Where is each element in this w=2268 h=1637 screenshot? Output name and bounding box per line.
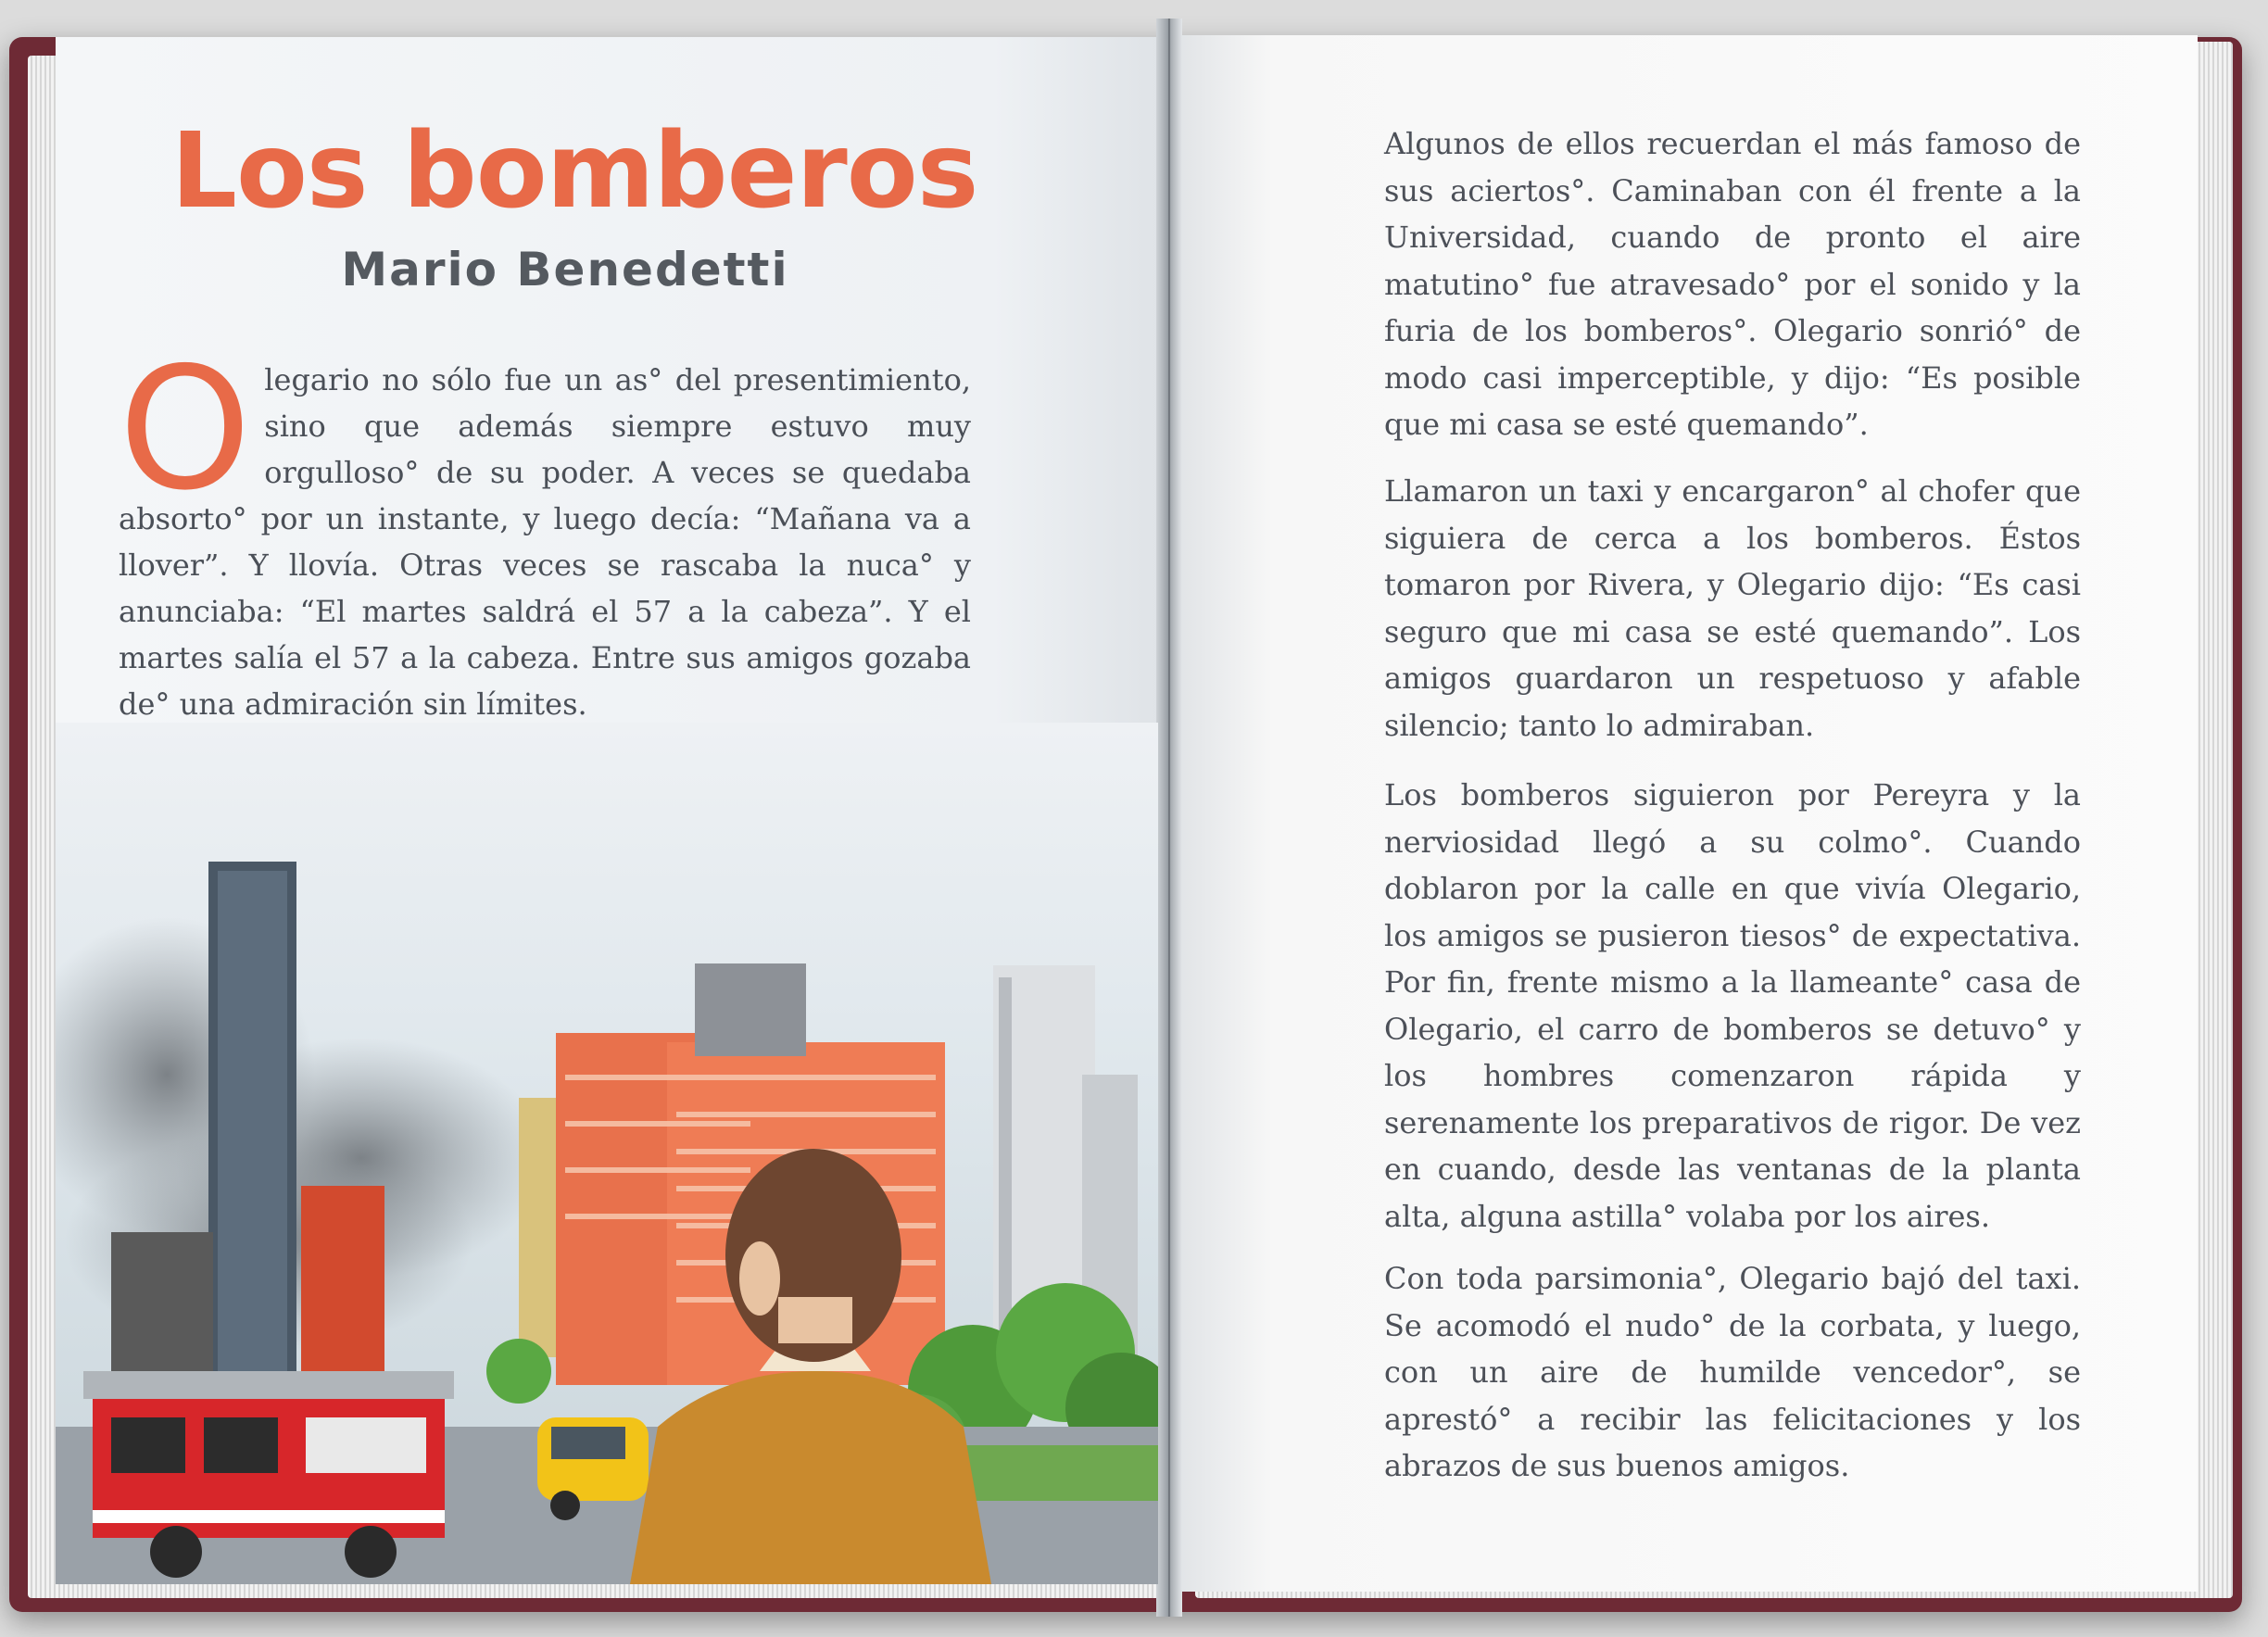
story-title: Los bomberos — [170, 111, 978, 232]
story-author: Mario Benedetti — [341, 243, 789, 296]
paragraph-4: Con toda parsimonia°, Olegario bajó del taxi. Se acomodó el nudo° de la corbata, y luego, con un aire de humilde vencedor°, se aprestó° a recibir las felicitaciones y los abrazos de sus buenos amigos. — [1384, 1261, 2081, 1483]
paragraph-3: Los bomberos siguieron por Pereyra y la nerviosidad llegó a su colmo°. Cuando doblaron por la calle en que vivía Olegario, los amigos se pusieron tiesos° de expectativa. Por fin, frente mismo a la llameante° casa de Olegario, el carro de bomberos se detuvo° y los hombres comenzaron rápida y serenamente los preparativos de rigor. De vez en cuando, desde las ventanas de la planta alta, alguna astilla° volaba por los aires. — [1384, 777, 2081, 1234]
drop-cap: O — [119, 331, 252, 527]
paragraph-2: Llamaron un taxi y encargaron° al chofer que siguiera de cerca a los bomberos. Éstos tomaron por Rivera, y Olegario dijo: “Es casi seguro que mi casa se esté quemando”. Los amigos guardaron un respetuoso y afable silencio; tanto lo admiraban. — [1384, 473, 2081, 743]
paragraph-1: Algunos de ellos recuerdan el más famoso de sus aciertos°. Caminaban con él frente a la Universidad, cuando de pronto el aire matutino° fue atravesado° por el sonido y la furia de los bomberos°. Olegario sonrió° de modo casi imperceptible, y dijo: “Es posible que mi casa se esté quemando”. — [1384, 126, 2081, 442]
book-spine — [1156, 19, 1182, 1617]
intro-paragraph — [119, 331, 971, 727]
city-fire-illustration — [56, 723, 1158, 1584]
intro-text: legario no sólo fue un as° del presentimiento, sino que además siempre estuvo muy orgulloso° de su poder. A veces se quedaba absorto° por un instante, y luego decía: “Mañana va a llover”. Y llovía. Otras veces se rascaba la nuca° y anunciaba: “El martes saldrá el 57 a la cabeza”. Y el martes salía el 57 a la cabeza. Entre sus amigos gozaba de° una admiración sin límites. — [119, 362, 971, 722]
